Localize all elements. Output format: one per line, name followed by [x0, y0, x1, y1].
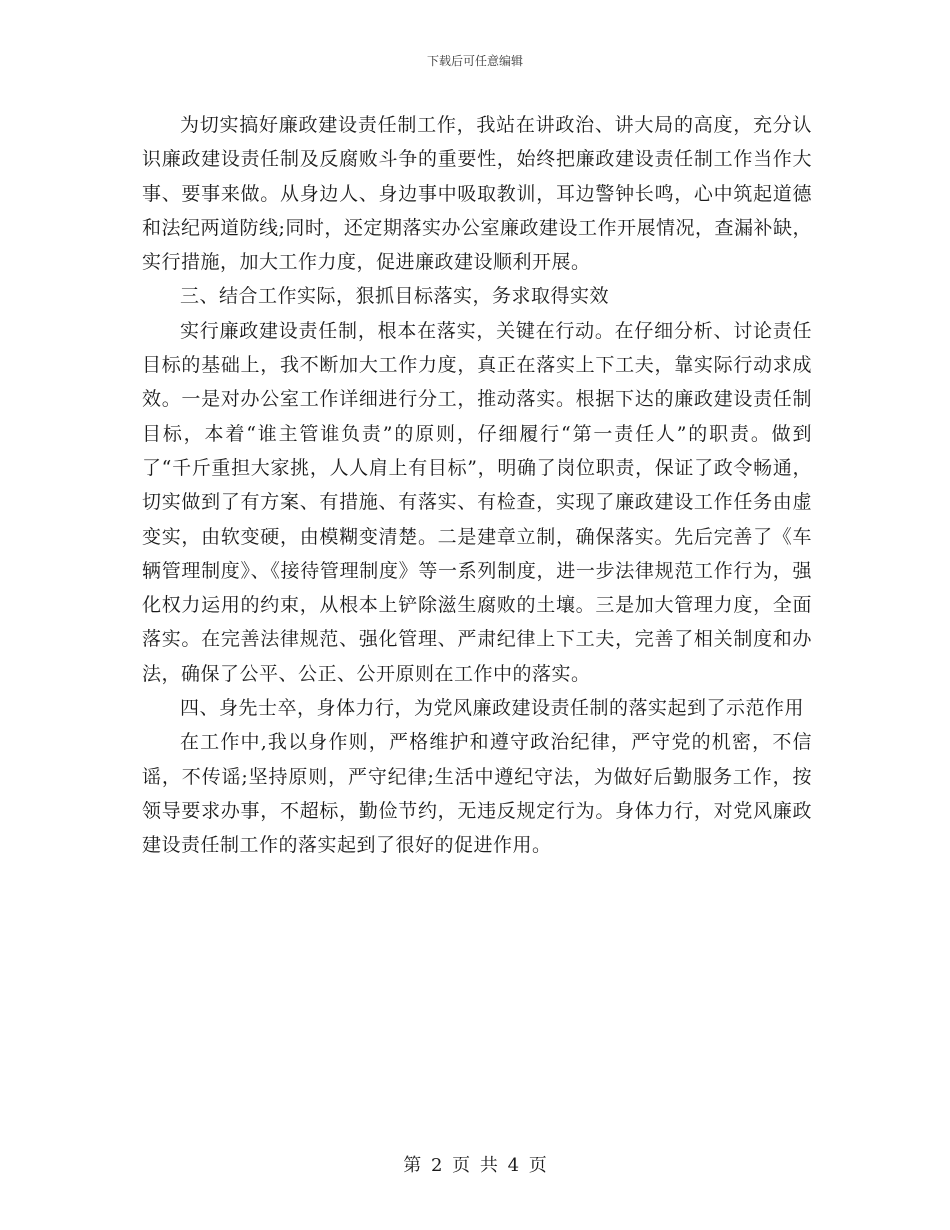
paragraph-intro: 为切实搞好廉政建设责任制工作，我站在讲政治、讲大局的高度，充分认识廉政建设责任制及反腐败斗争的重要性，始终把廉政建设责任制工作当作大事、要事来做。从身边人、身边事中吸取教训，耳边警钟长鸣，心中筑起道德和法纪两道防线;同时，还定期落实办公室廉政建设工作开展情况，查漏补缺，实行措施，加大工作力度，促进廉政建设顺利开展。	[142, 114, 812, 274]
section-heading-four: 四、身先士卒，身体力行，为党风廉政建设责任制的落实起到了示范作用	[180, 697, 805, 720]
paragraph-example: 在工作中,我以身作则，严格维护和遵守政治纪律，严守党的机密，不信谣，不传谣;坚持原则，严守纪律;生活中遵纪守法，为做好后勤服务工作，按领导要求办事，不超标，勤俭节约，无违反规定行为。身体力行，对党风廉政建设责任制工作的落实起到了很好的促进作用。	[142, 731, 812, 857]
paragraph-implementation: 实行廉政建设责任制，根本在落实，关键在行动。在仔细分析、讨论责任目标的基础上，我不断加大工作力度，真正在落实上下工夫，靠实际行动求成效。一是对办公室工作详细进行分工，推动落实。根据下达的廉政建设责任制目标，本着“谁主管谁负责”的原则，仔细履行“第一责任人”的职责。做到了“千斤重担大家挑，人人肩上有目标”，明确了岗位职责，保证了政令畅通，切实做到了有方案、有措施、有落实、有检查，实现了廉政建设工作任务由虚变实，由软变硬，由模糊变清楚。二是建章立制，确保落实。先后完善了《车辆管理制度》、《接待管理制度》等一系列制度，进一步法律规范工作行为，强化权力运用的约束，从根本上铲除滋生腐败的土壤。三是加大管理力度，全面落实。在完善法律规范、强化管理、严肃纪律上下工夫，完善了相关制度和办法，确保了公平、公正、公开原则在工作中的落实。	[142, 319, 812, 685]
page-header: 下载后可任意编辑	[426, 54, 523, 68]
page-number-footer: 第 2 页 共 4 页	[403, 1155, 547, 1176]
document-body	[142, 108, 812, 863]
section-heading-three: 三、结合工作实际，狠抓目标落实，务求取得实效	[180, 285, 610, 308]
